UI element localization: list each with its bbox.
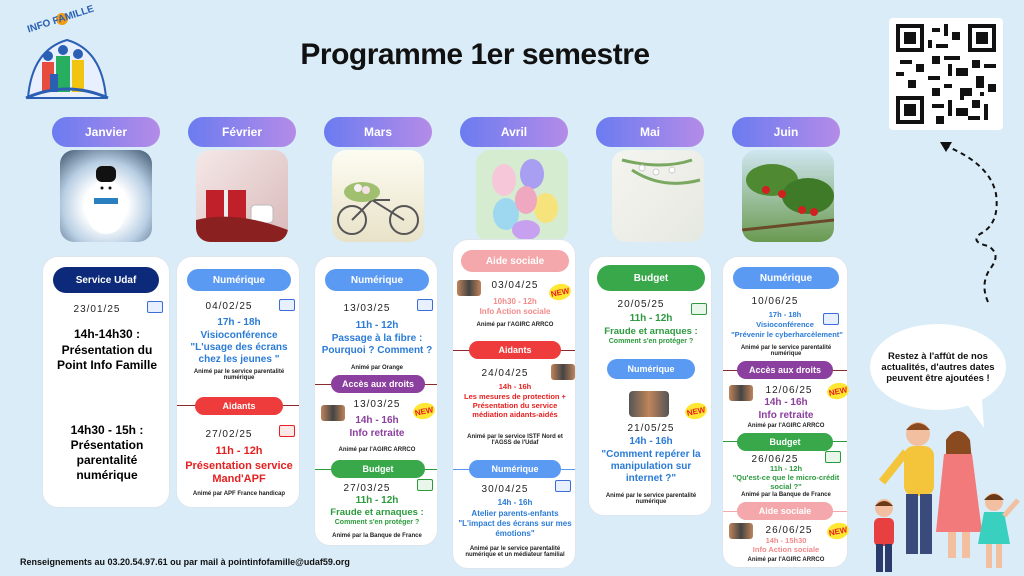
event-title: "L'impact des écrans sur mes émotions" [458, 519, 572, 538]
tag-service-udaf: Service Udaf [53, 267, 159, 293]
tag-budget: Budget [737, 433, 833, 451]
event-title: Présentation parentalité numérique [70, 438, 144, 482]
event-time: 14h - 16h [498, 382, 532, 391]
tag-numerique: Numérique [607, 359, 695, 379]
dashed-arrow-icon [930, 134, 1010, 304]
event-host: Animé par la Banque de France [332, 533, 422, 539]
location-icon [555, 480, 571, 492]
new-badge: NEW [412, 401, 437, 421]
event-time: 11h - 12h [355, 495, 399, 506]
tag-numerique: Numérique [733, 267, 839, 289]
event-date: 21/05/25 [627, 423, 675, 434]
month-janvier: Janvier [52, 117, 160, 147]
photo-cherry-tree [742, 150, 834, 242]
event-date: 27/03/25 [343, 483, 391, 494]
event-title: Présentation service Mand'APF [185, 460, 293, 485]
month-fevrier: Février [188, 117, 296, 147]
group-meeting-icon [551, 364, 575, 380]
tag-budget: Budget [331, 460, 425, 478]
card-avril [452, 239, 576, 569]
event-host: Animé par le service parentalité numérique [740, 345, 832, 357]
event-date: 13/03/25 [343, 303, 391, 314]
photo-easter-eggs [476, 150, 568, 242]
event-date: 23/01/25 [73, 304, 121, 315]
video-call-icon [147, 301, 163, 313]
card-mars [314, 256, 438, 546]
card-janvier [42, 256, 170, 508]
qr-code[interactable] [889, 18, 1003, 130]
event-date: 30/04/25 [481, 484, 529, 495]
event-title: "Prévenir le cyberharcèlement" [731, 330, 843, 339]
photo-bicycle-flowers [332, 150, 424, 242]
card-juin [722, 256, 848, 568]
event-host: Animé par le service parentalité numérique et un médiateur familial [465, 546, 565, 558]
event-title: Passage à la fibre : Pourquoi ? Comment ? [321, 333, 433, 356]
event-host: Animé par l'AGIRC ARRCO [747, 557, 825, 563]
location-icon [417, 479, 433, 491]
event-time: 11h - 12h [769, 464, 803, 473]
event-time: 14h-14h30 : [73, 327, 141, 341]
month-avril: Avril [460, 117, 568, 147]
month-mai: Mai [596, 117, 704, 147]
event-date: 27/02/25 [205, 429, 253, 440]
event-host: Animé par l'AGIRC ARRCO [747, 423, 825, 429]
new-badge: NEW [548, 282, 573, 302]
event-title: Info Action sociale [479, 307, 551, 316]
tag-numerique: Numérique [469, 460, 561, 478]
family-illustration [862, 412, 1022, 576]
card-mai [588, 256, 712, 516]
event-subtitle: Atelier parents-enfants [471, 509, 559, 518]
event-date: 26/06/25 [765, 525, 813, 536]
month-mars: Mars [324, 117, 432, 147]
tag-aide-sociale: Aide sociale [461, 250, 569, 272]
tag-numerique: Numérique [325, 269, 429, 291]
event-host: Animé par Orange [350, 365, 403, 371]
page-title: Programme 1er semestre [300, 38, 650, 71]
event-host: Animé par l'AGIRC ARRCO [338, 447, 416, 453]
event-date: 26/06/25 [751, 454, 799, 465]
video-call-icon [417, 299, 433, 311]
event-time: 14h - 16h [497, 498, 533, 507]
event-time: 14h - 16h [355, 415, 399, 426]
event-date: 04/02/25 [205, 301, 253, 312]
event-title: Fraude et arnaques : [604, 326, 698, 337]
event-date: 24/04/25 [481, 368, 529, 379]
new-badge: NEW [826, 521, 851, 541]
new-badge: NEW [684, 401, 709, 421]
event-time: 11h - 12h [215, 445, 263, 457]
event-time: 10h30 - 12h [493, 297, 537, 306]
tag-aidants: Aidants [469, 341, 561, 359]
event-title: Info Action sociale [752, 545, 820, 554]
new-badge: NEW [826, 381, 851, 401]
speech-bubble: Restez à l'affût de nos actualités, d'autres dates peuvent être ajoutées ! [870, 324, 1006, 410]
month-juin: Juin [732, 117, 840, 147]
event-time: 11h - 12h [355, 320, 399, 331]
event-host: Animé par le service parentalité numérique [193, 369, 285, 381]
event-date: 20/05/25 [617, 299, 665, 310]
tag-aidants: Aidants [195, 397, 283, 415]
event-time: 17h - 18h [217, 317, 261, 328]
meeting-illustration [629, 391, 669, 417]
photo-gift [196, 150, 288, 242]
event-title: Info retraite [349, 428, 405, 439]
location-icon [279, 425, 295, 437]
event-time: 14h - 16h [629, 436, 673, 447]
tag-budget: Budget [597, 265, 705, 291]
location-icon [825, 451, 841, 463]
tag-aide-sociale: Aide sociale [737, 502, 833, 520]
event-date: 13/03/25 [353, 399, 401, 410]
event-time: 17h - 18h [768, 310, 802, 319]
photo-lily-of-valley [612, 150, 704, 242]
event-date: 12/06/25 [765, 385, 813, 396]
event-subtitle: Comment s'en protéger ? [608, 338, 694, 345]
video-call-icon [279, 299, 295, 311]
event-host: Animé par le service parentalité numérique [605, 493, 697, 505]
event-title: "Qu'est-ce que le micro-crédit social ?" [732, 473, 840, 491]
tag-acces-aux-droits: Accès aux droits [737, 361, 833, 379]
event-host: Animé par le service ISTF Nord et l'AGSS de l'Udaf [467, 434, 563, 446]
event-title: Fraude et arnaques : [330, 507, 424, 518]
event-time: 14h30 - 15h : [70, 423, 144, 437]
event-date: 10/06/25 [751, 296, 799, 307]
event-subtitle: Visioconférence [756, 320, 814, 329]
logo-text: INFO FAMILLE [26, 3, 96, 36]
event-host: Animé par la Banque de France [741, 492, 831, 498]
footer-contact: Renseignements au 03.20.54.97.61 ou par mail à pointinfofamille@udaf59.org [20, 557, 350, 567]
event-time: 14h - 15h30 [765, 536, 807, 545]
event-date: 03/04/25 [491, 280, 539, 291]
event-time: 11h - 12h [629, 313, 673, 324]
event-title: Info retraite [758, 410, 814, 421]
event-title: "L'usage des écrans chez les jeunes " [190, 342, 288, 365]
tag-numerique: Numérique [187, 269, 291, 291]
event-host: Animé par APF France handicap [192, 491, 286, 497]
photo-snowman [60, 150, 152, 242]
event-host: Animé par l'AGIRC ARRCO [476, 322, 554, 328]
tag-acces-aux-droits: Accès aux droits [331, 375, 425, 393]
event-time: 14h - 16h [764, 397, 808, 408]
event-title: Présentation du Point Info Famille [56, 343, 157, 372]
event-title: "Comment repérer la manipulation sur internet ?" [601, 449, 701, 484]
event-title: Les mesures de protection + Présentation du service médiation aidants-aidés [464, 392, 566, 419]
event-subtitle: Comment s'en protéger ? [334, 519, 420, 526]
card-fevrier [176, 256, 300, 508]
event-subtitle: Visioconférence [200, 330, 278, 341]
